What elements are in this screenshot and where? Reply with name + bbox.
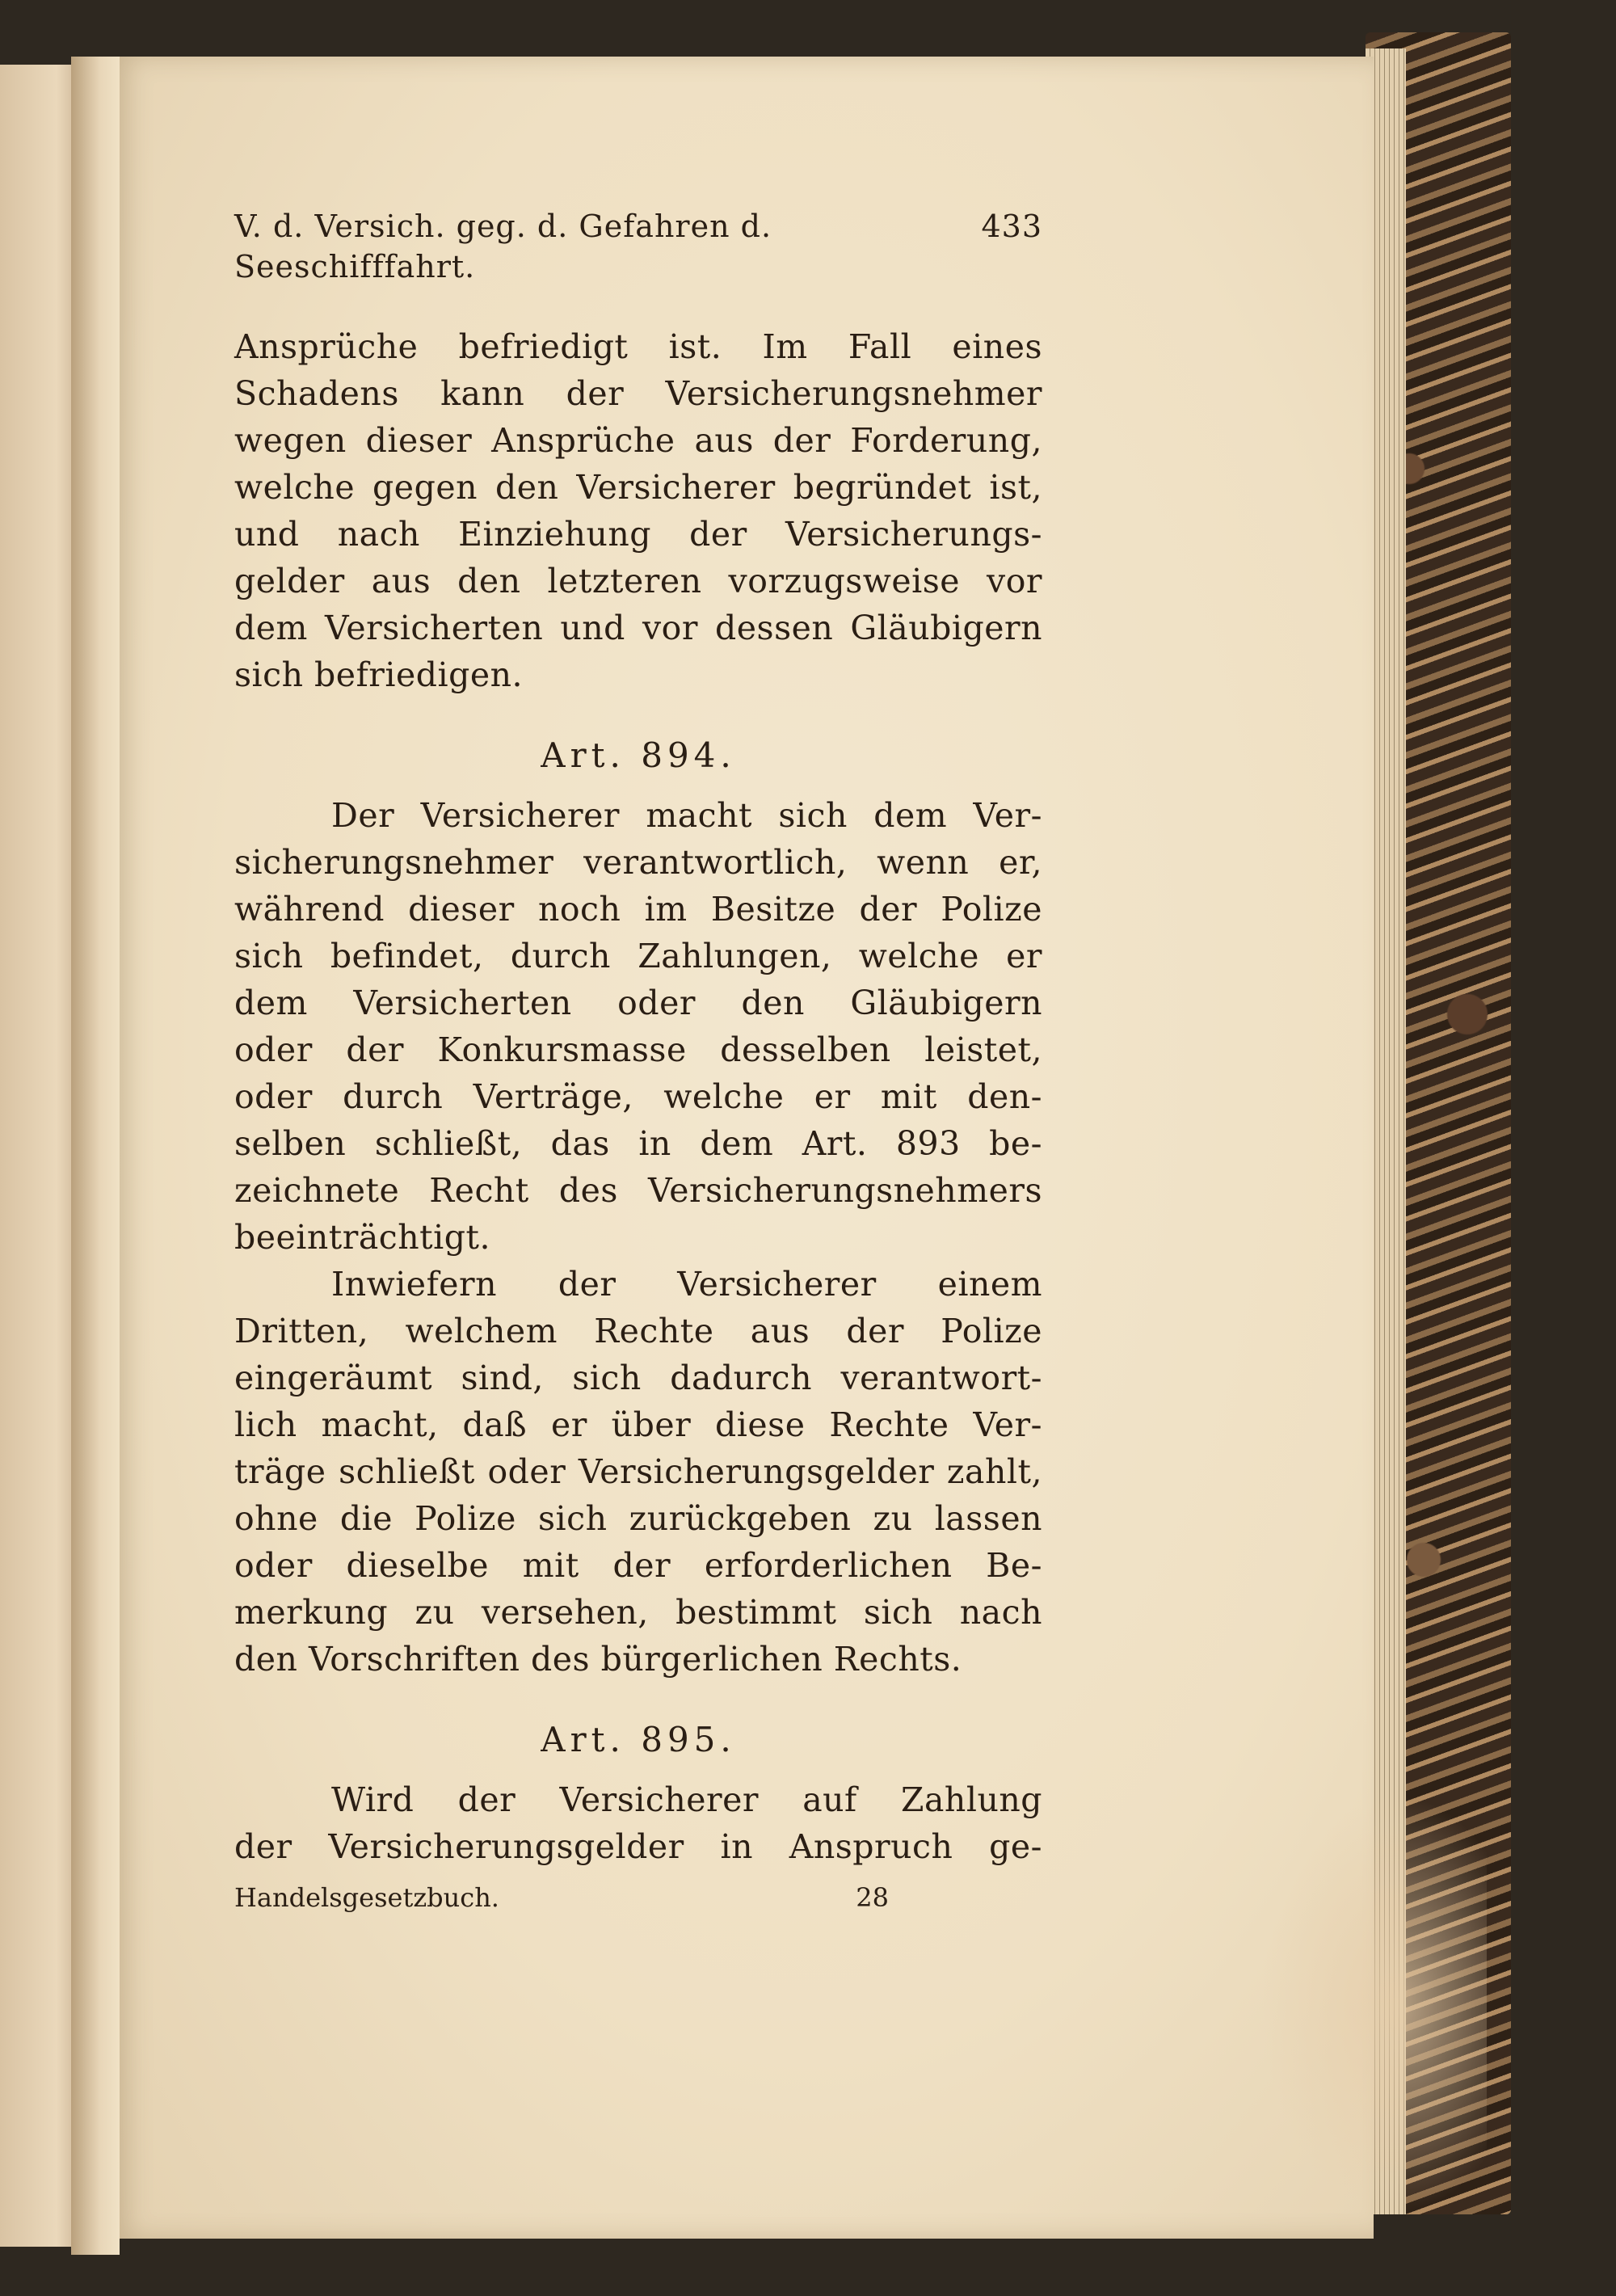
text-line: Schadens kann der Versicherungsnehmer [234,374,1042,413]
text-line: lich macht, daß er über diese Rechte Ver- [234,1405,1042,1444]
text-line: Der Versicherer macht sich dem Ver- [331,796,1042,835]
text-line: zeichnete Recht des Versicherungsnehmers [234,1171,1042,1210]
text-line: welche gegen den Versicherer begründet ist, [234,468,1042,507]
article-heading-895: Art. 895. [541,1720,736,1759]
page-footer [234,1880,1042,1915]
article-894-paragraph-2 [234,1261,1042,1683]
text-line: Wird der Versicherer auf Zahlung [331,1780,1042,1819]
article-heading-894: Art. 894. [541,735,736,775]
signature-mark: Handelsgesetzbuch. [234,1882,499,1913]
text-line: oder durch Verträge, welche er mit den- [234,1077,1042,1116]
text-line: gelder aus den letzteren vorzugsweise vor [234,562,1042,600]
text-line: sich befriedigen. [234,655,524,694]
text-line: oder der Konkursmasse desselben leistet, [234,1030,1042,1069]
running-head [234,206,1042,284]
text-line: selben schließt, das in dem Art. 893 be- [234,1124,1042,1163]
page-number: 433 [981,209,1042,244]
sheet-number: 28 [856,1882,889,1913]
running-head-title: V. d. Versich. geg. d. Gefahren d. Seeschifffahrt. [234,209,772,284]
text-line: oder dieselbe mit der erforderlichen Be- [234,1546,1042,1585]
page-text [234,206,1042,1915]
article-895-paragraph-1 [234,1776,1042,1870]
text-line: den Vorschriften des bürgerlichen Rechts. [234,1640,962,1679]
text-line: dem Versicherten und vor dessen Gläubigern [234,609,1042,647]
facing-page-edge [0,65,81,2247]
book-gutter [71,57,120,2255]
text-line: beeinträchtigt. [234,1218,491,1257]
text-line: sicherungsnehmer verantwortlich, wenn er, [234,843,1042,882]
paragraph-continued [234,323,1042,698]
text-line: Inwiefern der Versicherer einem [331,1265,1042,1304]
text-line: dem Versicherten oder den Gläubigern [234,984,1042,1022]
text-line: merkung zu versehen, bestimmt sich nach [234,1593,1042,1632]
text-line: Dritten, welchem Rechte aus der Polize [234,1312,1042,1350]
text-line: Ansprüche befriedigt ist. Im Fall eines [234,327,1042,366]
text-line: sich befindet, durch Zahlungen, welche er [234,937,1042,975]
text-line: wegen dieser Ansprüche aus der Forderung, [234,421,1042,460]
text-line: träge schließt oder Versicherungsgelder zahlt, [234,1452,1042,1491]
text-line: ohne die Polize sich zurückgeben zu lassen [234,1499,1042,1538]
article-894-paragraph-1 [234,792,1042,1261]
paper-stain [1260,1794,1487,2214]
text-line: und nach Einziehung der Versicherungs- [234,515,1042,554]
text-line: der Versicherungsgelder in Anspruch ge- [234,1827,1042,1866]
text-line: eingeräumt sind, sich dadurch verantwort- [234,1359,1042,1397]
text-line: während dieser noch im Besitze der Polize [234,890,1042,929]
